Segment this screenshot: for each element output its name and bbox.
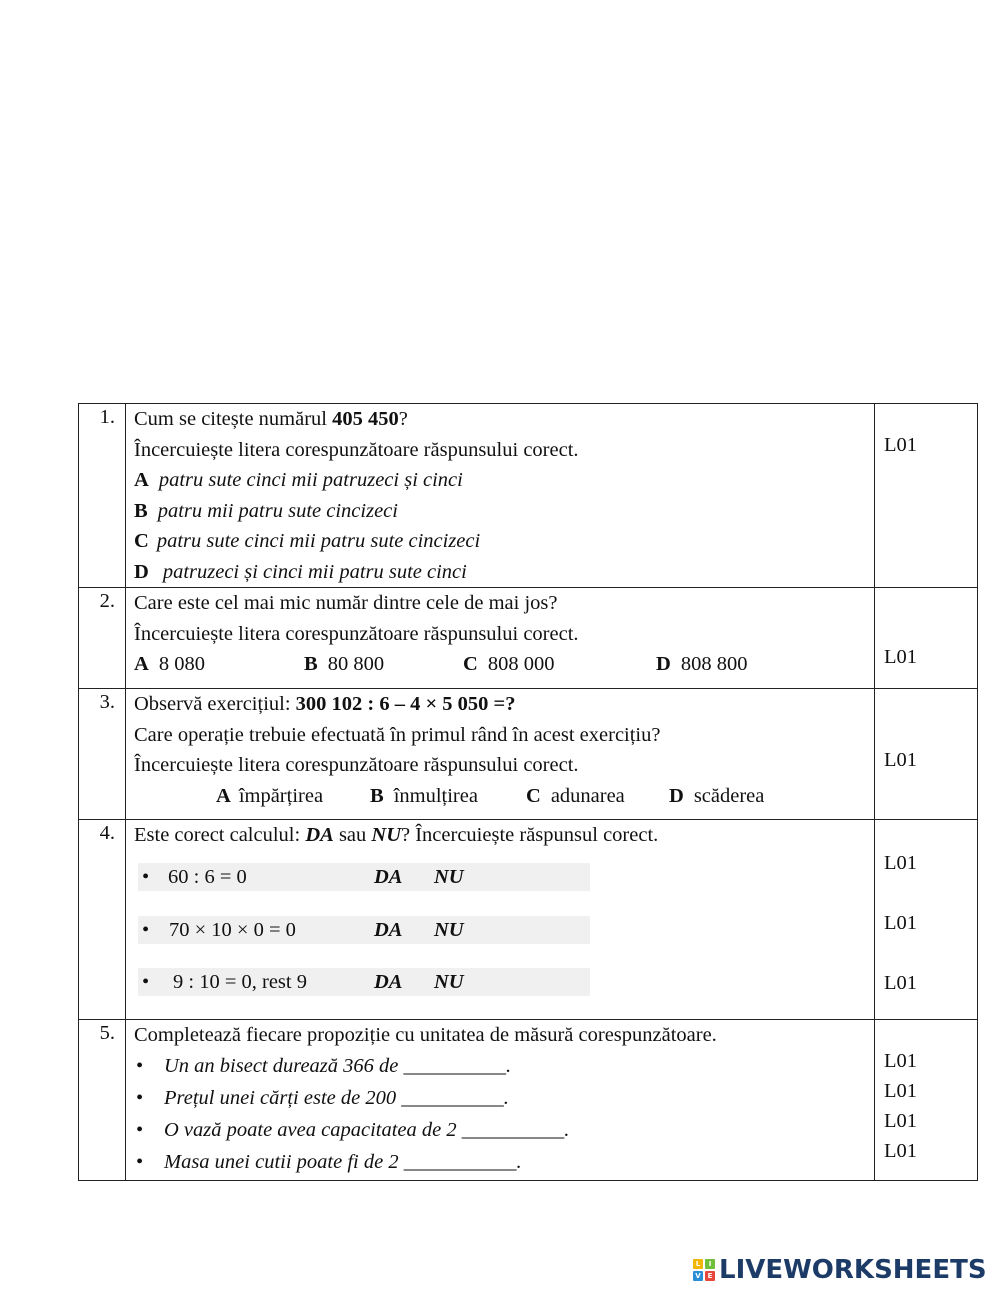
answer-option-c[interactable]: C 808 000 <box>463 653 555 675</box>
objective-code: L01 <box>884 852 918 874</box>
objective-code: L01 <box>884 1050 918 1072</box>
liveworksheets-logo[interactable] <box>693 1256 987 1284</box>
answer-option-d[interactable]: D patruzeci și cinci mii patru sute cinci <box>134 560 467 583</box>
answer-option-d[interactable]: D 808 800 <box>656 653 748 675</box>
bullet-icon: • <box>142 971 150 993</box>
question-number: 4. <box>99 822 115 844</box>
answer-option-c[interactable]: C adunarea <box>526 784 625 807</box>
question-prompt: Este corect calculul: DA sau NU? Încercuiește răspunsul corect. <box>134 824 659 846</box>
fill-in-item[interactable]: • Un an bisect durează 366 de __________. <box>134 1051 874 1083</box>
objective-cell <box>875 404 978 588</box>
objective-code: L01 <box>884 912 918 934</box>
answer-option-b[interactable]: B patru mii patru sute cincizeci <box>134 499 398 522</box>
bullet-icon: • <box>142 866 150 888</box>
answer-option-a[interactable]: A patru sute cinci mii patruzeci și cinci <box>134 469 463 491</box>
bullet-icon: • <box>142 919 150 941</box>
bullet-icon: • <box>136 1086 144 1109</box>
objective-code: L01 <box>884 972 918 994</box>
calc-item: • 9 : 10 = 0, rest 9 DA NU <box>138 968 590 996</box>
question-prompt: Cum se citește numărul 405 450? <box>134 408 408 430</box>
question-body-cell <box>126 689 875 820</box>
question-row-5 <box>79 1020 978 1181</box>
answer-option-a[interactable]: A 8 080 <box>134 653 205 675</box>
logo-mark-icon: L I V E <box>693 1259 715 1281</box>
objective-cell <box>875 820 978 1020</box>
question-row-1 <box>79 404 978 588</box>
objective-code: L01 <box>884 434 918 456</box>
question-number-cell <box>79 588 126 689</box>
answer-option-d[interactable]: D scăderea <box>669 784 765 807</box>
question-number-cell <box>79 1020 126 1181</box>
question-instruction: Încercuiește litera corespunzătoare răspunsului corect. <box>134 754 579 776</box>
fill-in-item[interactable]: • Masa unei cutii poate fi de 2 ___________. <box>134 1147 874 1179</box>
objective-code: L01 <box>884 1110 918 1132</box>
question-row-2 <box>79 588 978 689</box>
bullet-icon: • <box>136 1054 144 1077</box>
question-row-3 <box>79 689 978 820</box>
fill-in-item[interactable]: • Prețul unei cărți este de 200 __________. <box>134 1083 874 1115</box>
answer-option-b[interactable]: B înmulțirea <box>370 784 478 807</box>
answer-nu[interactable]: NU <box>434 866 464 888</box>
question-instruction: Încercuiește litera corespunzătoare răspunsului corect. <box>134 622 579 645</box>
answer-option-a[interactable]: A împărțirea <box>216 784 324 807</box>
question-prompt: Observă exercițiul: 300 102 : 6 – 4 × 5 050 =? <box>134 693 516 715</box>
question-instruction: Încercuiește litera corespunzătoare răspunsului corect. <box>134 438 579 461</box>
question-text: Care operație trebuie efectuată în primul rând în acest exercițiu? <box>134 723 661 746</box>
answer-option-b[interactable]: B 80 800 <box>304 653 385 675</box>
calc-item: • 60 : 6 = 0 DA NU <box>138 863 590 891</box>
question-prompt: Completează fiecare propoziție cu unitatea de măsură corespunzătoare. <box>134 1024 717 1046</box>
question-body-cell <box>126 1020 875 1181</box>
worksheet-table <box>78 403 978 1181</box>
logo-text: LIVEWORKSHEETS <box>719 1255 987 1285</box>
question-number: 5. <box>99 1022 115 1044</box>
objective-cell <box>875 689 978 820</box>
question-prompt: Care este cel mai mic număr dintre cele de mai jos? <box>134 592 558 614</box>
question-body-cell <box>126 820 875 1020</box>
answer-da[interactable]: DA <box>374 919 403 941</box>
objective-code: L01 <box>884 1140 918 1162</box>
answer-options-row <box>134 649 874 680</box>
question-number: 1. <box>99 406 115 428</box>
objective-code: L01 <box>884 646 918 668</box>
answer-nu[interactable]: NU <box>434 971 464 993</box>
question-number-cell <box>79 689 126 820</box>
calc-item: • 70 × 10 × 0 = 0 DA NU <box>138 916 590 944</box>
answer-nu[interactable]: NU <box>434 919 464 941</box>
answer-da[interactable]: DA <box>374 971 403 993</box>
answer-option-c[interactable]: C patru sute cinci mii patru sute cincizeci <box>134 530 481 552</box>
question-body-cell <box>126 588 875 689</box>
question-number: 3. <box>99 691 115 713</box>
question-body-cell <box>126 404 875 588</box>
answer-da[interactable]: DA <box>374 866 403 888</box>
answer-options-row <box>134 781 874 812</box>
bullet-icon: • <box>136 1150 144 1173</box>
question-number-cell <box>79 404 126 588</box>
question-number: 2. <box>99 590 115 612</box>
bullet-icon: • <box>136 1118 144 1141</box>
fill-in-item[interactable]: • O vază poate avea capacitatea de 2 __________. <box>134 1115 874 1147</box>
objective-cell <box>875 1020 978 1181</box>
objective-code: L01 <box>884 1080 918 1102</box>
objective-cell <box>875 588 978 689</box>
question-row-4 <box>79 820 978 1020</box>
objective-code: L01 <box>884 749 918 771</box>
question-number-cell <box>79 820 126 1020</box>
